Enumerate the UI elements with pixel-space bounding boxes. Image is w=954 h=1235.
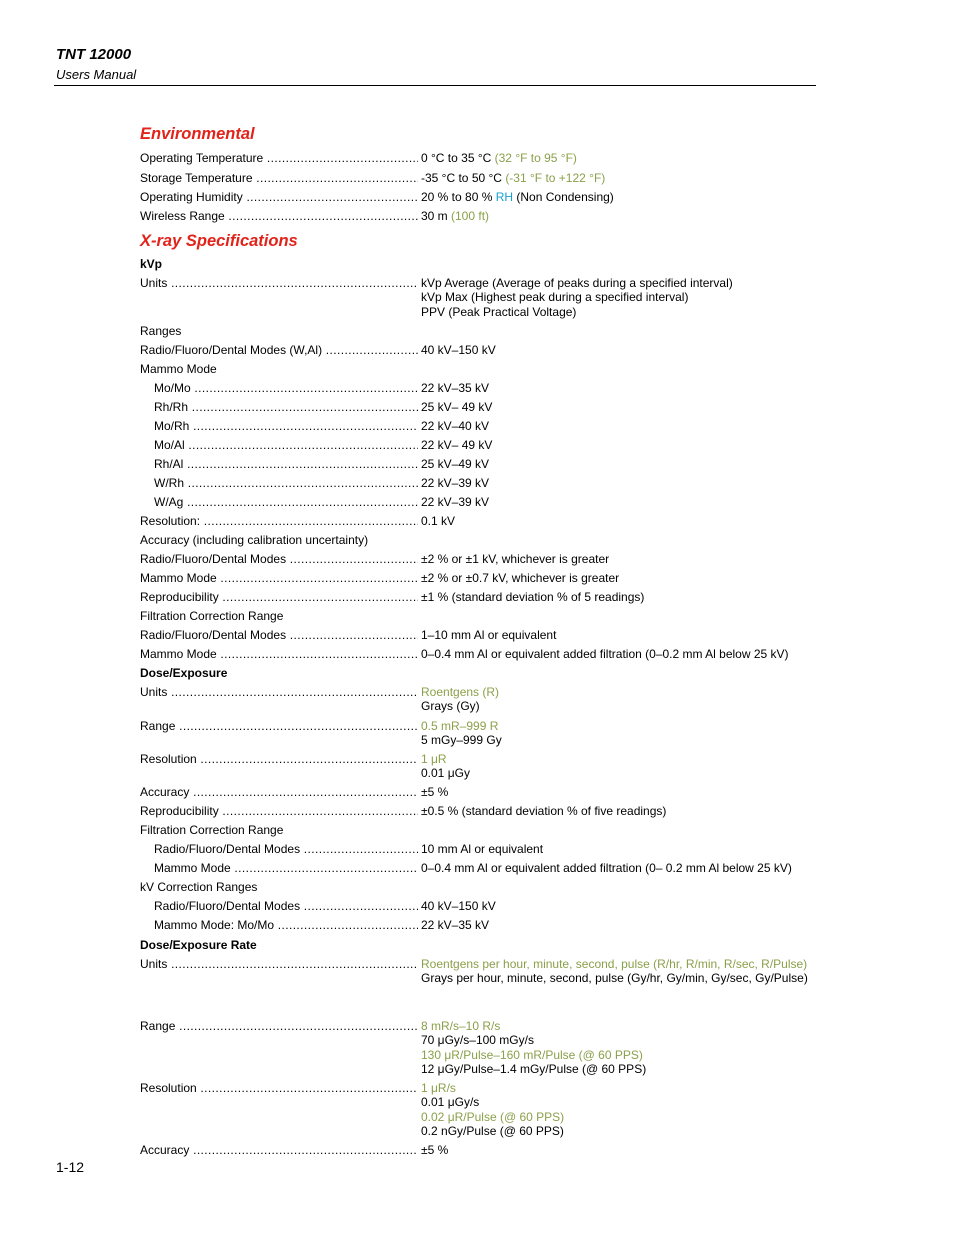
spec-value: 22 kV– 49 kV bbox=[421, 438, 493, 452]
document-title: TNT 12000 bbox=[56, 46, 132, 63]
spec-label: Mo/Mo ..... bbox=[154, 381, 418, 396]
spec-value: 40 kV–150 kV bbox=[421, 343, 496, 357]
spec-label: Resolution: ..... bbox=[140, 514, 418, 529]
spec-label: Filtration Correction Range bbox=[140, 823, 284, 837]
spec-label: Mammo Mode ..... bbox=[154, 861, 418, 876]
spec-label: Mammo Mode: Mo/Mo ..... bbox=[154, 918, 418, 933]
spec-value: 20 % to 80 % RH (Non Condensing) bbox=[421, 190, 614, 204]
spec-label: Mammo Mode ..... bbox=[140, 647, 418, 662]
spec-value: ±1 % (standard deviation % of 5 readings) bbox=[421, 590, 645, 604]
spec-value: -35 °C to 50 °C (-31 °F to +122 °F) bbox=[421, 171, 606, 185]
spec-value: kVp Average (Average of peaks during a specified interval) kVp Max (Highest peak during a specified interval) PPV (Peak Practical Voltage) bbox=[421, 276, 733, 319]
spec-value: 40 kV–150 kV bbox=[421, 899, 496, 913]
spec-label: Storage Temperature ..... bbox=[140, 171, 418, 186]
spec-value: 30 m (100 ft) bbox=[421, 209, 490, 223]
spec-value: ±5 % bbox=[421, 1143, 449, 1157]
spec-label: Mo/Al ..... bbox=[154, 438, 418, 453]
spec-value: ±5 % bbox=[421, 785, 449, 799]
spec-value: 22 kV–40 kV bbox=[421, 419, 490, 433]
spec-value: 0–0.4 mm Al or equivalent added filtration (0– 0.2 mm Al below 25 kV) bbox=[421, 861, 792, 875]
spec-value: 1–10 mm Al or equivalent bbox=[421, 628, 557, 642]
spec-label: Radio/Fluoro/Dental Modes ..... bbox=[140, 628, 418, 643]
spec-label: Operating Temperature ..... bbox=[140, 151, 418, 166]
spec-label: Wireless Range ..... bbox=[140, 209, 418, 224]
spec-label: Radio/Fluoro/Dental Modes ..... bbox=[154, 842, 418, 857]
spec-value: Roentgens per hour, minute, second, pulse (R/hr, R/min, R/sec, R/Pulse) Grays per hour, minute, second, pulse (Gy/hr, Gy/min, Gy/sec, Gy/Pulse) bbox=[421, 957, 808, 986]
header-divider bbox=[54, 85, 816, 86]
section-title-environmental: Environmental bbox=[140, 125, 255, 143]
spec-value: 25 kV– 49 kV bbox=[421, 400, 493, 414]
spec-label: Units ..... bbox=[140, 685, 418, 700]
spec-label: Rh/Al ..... bbox=[154, 457, 418, 472]
section-title-xray-specifications: X-ray Specifications bbox=[140, 232, 298, 250]
spec-label: W/Rh ..... bbox=[154, 476, 418, 491]
spec-value: ±2 % or ±0.7 kV, whichever is greater bbox=[421, 571, 620, 585]
spec-value: 1 μR/s 0.01 μGy/s 0.02 μR/Pulse (@ 60 PPS) 0.2 nGy/Pulse (@ 60 PPS) bbox=[421, 1081, 565, 1139]
spec-label: Radio/Fluoro/Dental Modes (W,Al) ..... bbox=[140, 343, 418, 358]
spec-value: ±0.5 % (standard deviation % of five readings) bbox=[421, 804, 667, 818]
spec-label: Accuracy (including calibration uncertainty) bbox=[140, 533, 369, 547]
spec-value: Roentgens (R) Grays (Gy) bbox=[421, 685, 500, 714]
spec-label: Range ..... bbox=[140, 719, 418, 734]
subsection-title-dose-exposure: Dose/Exposure bbox=[140, 666, 228, 680]
spec-label: Accuracy ..... bbox=[140, 785, 418, 800]
spec-label: Units ..... bbox=[140, 957, 418, 972]
spec-value: 0–0.4 mm Al or equivalent added filtration (0–0.2 mm Al below 25 kV) bbox=[421, 647, 789, 661]
spec-label: Mammo Mode ..... bbox=[140, 571, 418, 586]
spec-label: kV Correction Ranges bbox=[140, 880, 258, 894]
spec-label: Filtration Correction Range bbox=[140, 609, 284, 623]
spec-value: 10 mm Al or equivalent bbox=[421, 842, 544, 856]
spec-label: Operating Humidity ..... bbox=[140, 190, 418, 205]
spec-label: Resolution ..... bbox=[140, 1081, 418, 1096]
spec-value: 22 kV–39 kV bbox=[421, 495, 490, 509]
spec-label: Range ..... bbox=[140, 1019, 418, 1034]
document-subtitle: Users Manual bbox=[56, 67, 137, 82]
spec-value: 0.1 kV bbox=[421, 514, 456, 528]
subsection-title-kvp: kVp bbox=[140, 257, 163, 271]
spec-label: Radio/Fluoro/Dental Modes ..... bbox=[140, 552, 418, 567]
spec-label: Units ..... bbox=[140, 276, 418, 291]
spec-label: Mo/Rh ..... bbox=[154, 419, 418, 434]
spec-label: Reproducibility ..... bbox=[140, 804, 418, 819]
spec-label: Radio/Fluoro/Dental Modes ..... bbox=[154, 899, 418, 914]
page-number: 1-12 bbox=[56, 1159, 85, 1175]
spec-label: W/Ag ..... bbox=[154, 495, 418, 510]
spec-label: Mammo Mode bbox=[140, 362, 217, 376]
spec-value: 22 kV–35 kV bbox=[421, 381, 490, 395]
spec-label: Accuracy ..... bbox=[140, 1143, 418, 1158]
spec-label: Rh/Rh ..... bbox=[154, 400, 418, 415]
subsection-title-dose-exposure-rate: Dose/Exposure Rate bbox=[140, 938, 257, 952]
spec-value: 0.5 mR–999 R 5 mGy–999 Gy bbox=[421, 719, 502, 748]
spec-value: 22 kV–35 kV bbox=[421, 918, 490, 932]
spec-value: ±2 % or ±1 kV, whichever is greater bbox=[421, 552, 610, 566]
spec-label: Reproducibility ..... bbox=[140, 590, 418, 605]
spec-label: Ranges bbox=[140, 324, 182, 338]
spec-value: 0 °C to 35 °C (32 °F to 95 °F) bbox=[421, 151, 577, 165]
spec-label: Resolution ..... bbox=[140, 752, 418, 767]
spec-value: 1 μR 0.01 μGy bbox=[421, 752, 470, 781]
spec-value: 8 mR/s–10 R/s 70 μGy/s–100 mGy/s 130 μR/Pulse–160 mR/Pulse (@ 60 PPS) 12 μGy/Pulse–1.4 mGy/Pulse (@ 60 PPS) bbox=[421, 1019, 647, 1077]
spec-value: 25 kV–49 kV bbox=[421, 457, 490, 471]
spec-value: 22 kV–39 kV bbox=[421, 476, 490, 490]
